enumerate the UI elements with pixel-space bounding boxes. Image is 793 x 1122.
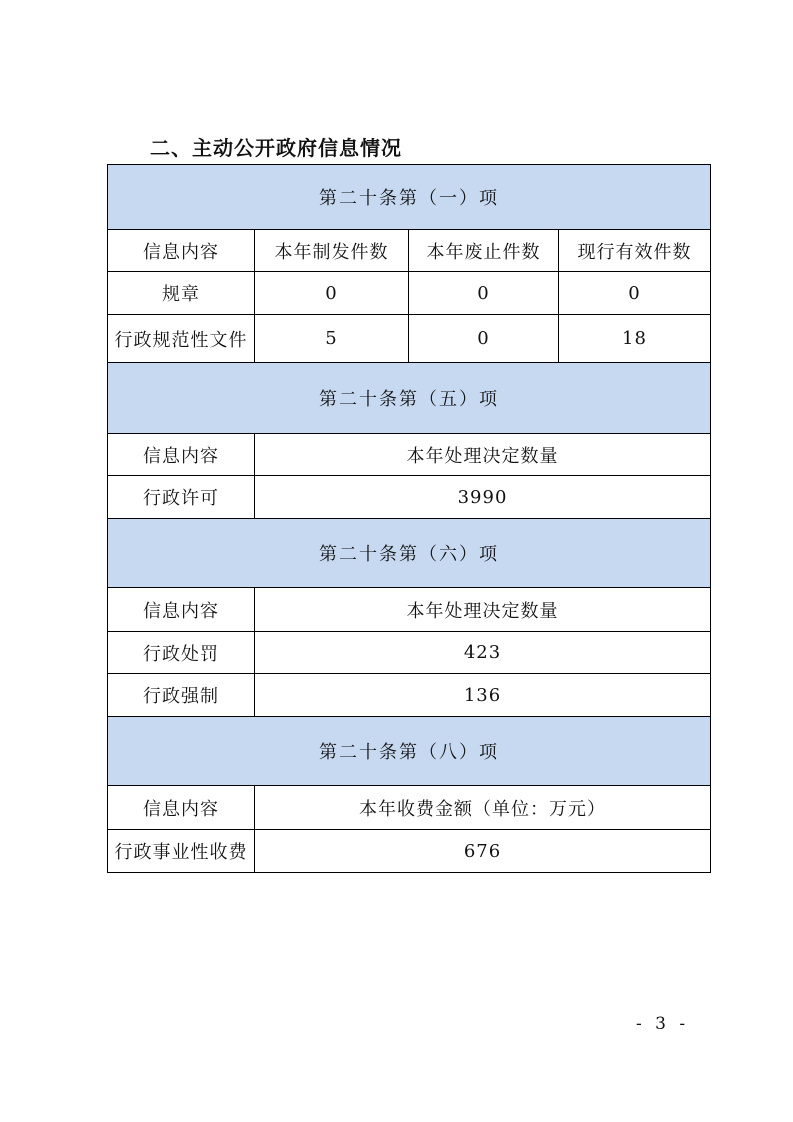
- section-title-row: [108, 363, 711, 434]
- header-cell: 本年处理决定数量: [255, 434, 711, 476]
- table-row: [108, 272, 711, 315]
- table-row: [108, 632, 711, 674]
- value-cell: 0: [409, 315, 559, 363]
- header-cell: 本年收费金额（单位：万元）: [255, 786, 711, 830]
- value-cell: 0: [255, 272, 409, 315]
- header-row: [108, 434, 711, 476]
- section-heading: 二、主动公开政府信息情况: [150, 136, 402, 160]
- header-cell: 信息内容: [108, 434, 255, 476]
- row-label: 行政处罚: [108, 632, 255, 674]
- page-number: - 3 -: [636, 1014, 690, 1034]
- section-title-row: [108, 165, 711, 230]
- table-row: [108, 476, 711, 519]
- row-label: 行政事业性收费: [108, 830, 255, 873]
- disclosure-table: [107, 164, 711, 873]
- header-cell: 信息内容: [108, 786, 255, 830]
- header-row: [108, 230, 711, 272]
- section-title: 第二十条第（六）项: [108, 519, 711, 588]
- row-label: 行政强制: [108, 674, 255, 717]
- value-cell: 676: [255, 830, 711, 873]
- value-cell: 3990: [255, 476, 711, 519]
- table-row: [108, 830, 711, 873]
- header-row: [108, 588, 711, 632]
- row-label: 规章: [108, 272, 255, 315]
- section-title-row: [108, 717, 711, 786]
- table-row: [108, 315, 711, 363]
- header-cell: 本年制发件数: [255, 230, 409, 272]
- header-row: [108, 786, 711, 830]
- header-cell: 信息内容: [108, 230, 255, 272]
- row-label: 行政许可: [108, 476, 255, 519]
- value-cell: 5: [255, 315, 409, 363]
- value-cell: 18: [559, 315, 711, 363]
- header-cell: 本年废止件数: [409, 230, 559, 272]
- header-cell: 现行有效件数: [559, 230, 711, 272]
- section-title: 第二十条第（八）项: [108, 717, 711, 786]
- header-cell: 本年处理决定数量: [255, 588, 711, 632]
- value-cell: 0: [409, 272, 559, 315]
- header-cell: 信息内容: [108, 588, 255, 632]
- value-cell: 136: [255, 674, 711, 717]
- value-cell: 423: [255, 632, 711, 674]
- table-row: [108, 674, 711, 717]
- section-title: 第二十条第（五）项: [108, 363, 711, 434]
- value-cell: 0: [559, 272, 711, 315]
- row-label: 行政规范性文件: [108, 315, 255, 363]
- section-title: 第二十条第（一）项: [108, 165, 711, 230]
- section-title-row: [108, 519, 711, 588]
